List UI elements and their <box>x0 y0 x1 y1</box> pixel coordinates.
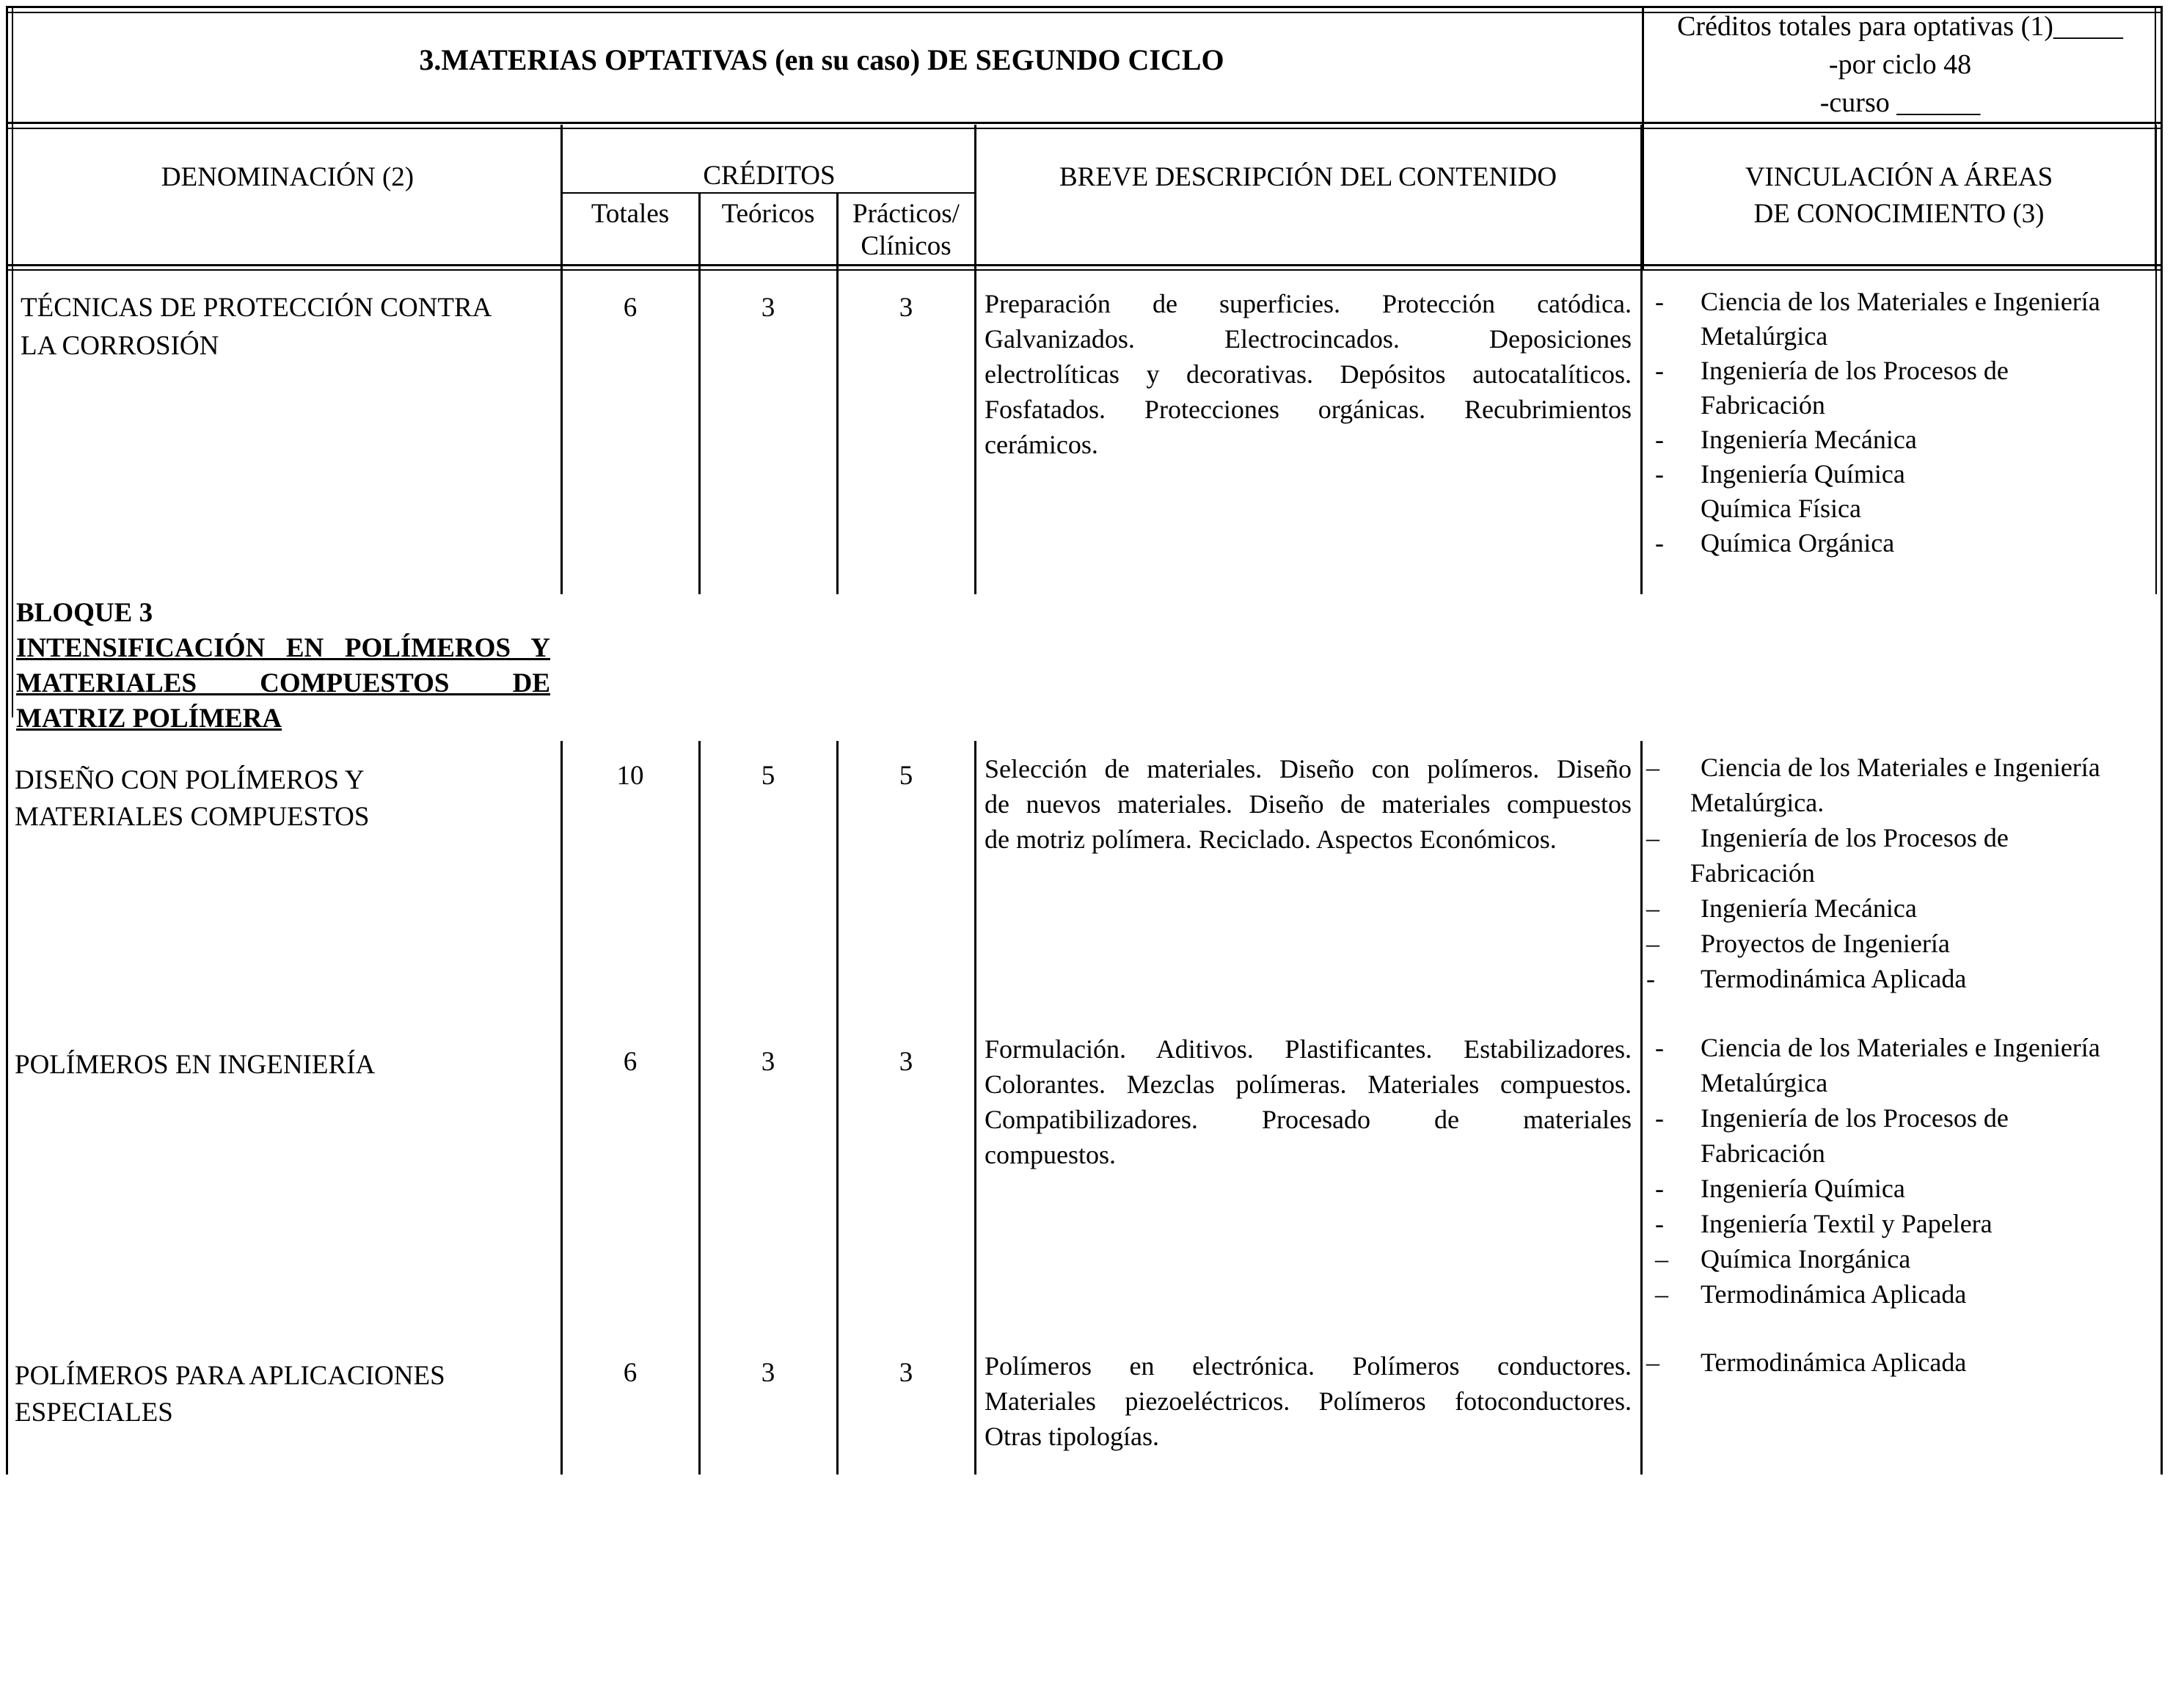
area-item: - Ciencia de los Materiales e Ingeniería Metalúrgica <box>1655 287 2100 351</box>
subject-name: DISEÑO CON POLÍMEROS Y <box>15 765 365 795</box>
description <box>985 1348 1632 1454</box>
area-item: - Termodinámica Aplicada <box>1646 964 1967 993</box>
area-item: – Ingeniería Mecánica <box>1646 894 1917 923</box>
col-teoricos: Teóricos <box>721 199 815 229</box>
description <box>985 286 1632 462</box>
desc-line: Galvanizados. Electrocincados. Deposiciones <box>985 324 1632 354</box>
credits-teoricos: 5 <box>761 761 775 791</box>
area-item: – Termodinámica Aplicada <box>1655 1279 1967 1309</box>
bloque-label: BLOQUE 3 <box>16 598 153 628</box>
desc-line: compuestos. <box>985 1140 1116 1169</box>
area-item: - Ingeniería Química <box>1655 1174 1905 1203</box>
col-denominacion: DENOMINACIÓN (2) <box>161 162 414 192</box>
col-vinculacion: VINCULACIÓN A ÁREAS <box>1745 162 2053 192</box>
area-item: - Ciencia de los Materiales e Ingeniería Metalúrgica <box>1655 1033 2100 1097</box>
col-totales: Totales <box>591 199 670 229</box>
desc-line: Selección de materiales. Diseño con polímeros. Diseño <box>985 754 1632 783</box>
desc-line: Preparación de superficies. Protección catódica. <box>985 289 1632 318</box>
col-vinculacion-2: DE CONOCIMIENTO (3) <box>1753 199 2045 229</box>
area-item: – Termodinámica Aplicada <box>1646 1348 1967 1377</box>
area-item: - Ingeniería de los Procesos de Fabricación <box>1655 356 2009 420</box>
credits-practicos: 3 <box>899 1047 913 1077</box>
credits-totales: 10 <box>616 761 644 791</box>
bloque-left-border <box>6 593 8 747</box>
credits-totales: 6 <box>623 1358 638 1388</box>
credits-teoricos: 3 <box>761 1047 775 1077</box>
credits-total-optativas: Créditos totales para optativas (1)_____ <box>1677 11 2123 42</box>
subject-name: POLÍMEROS EN INGENIERÍA <box>15 1050 376 1080</box>
subject-name: TÉCNICAS DE PROTECCIÓN CONTRA <box>21 293 492 323</box>
area-item: – Ingeniería de los Procesos de Fabricación <box>1646 823 2009 888</box>
desc-line: de motriz polímera. Reciclado. Aspectos Económicos. <box>985 825 1557 854</box>
credits-totales: 6 <box>623 1047 638 1077</box>
desc-line: de nuevos materiales. Diseño de materiales compuestos <box>985 789 1632 819</box>
desc-line: Polímeros en electrónica. Polímeros conductores. <box>985 1351 1632 1381</box>
desc-line: Compatibilizadores. Procesado de materiales <box>985 1105 1632 1134</box>
desc-line: electrolíticas y decorativas. Depósitos autocatalíticos. <box>985 359 1632 389</box>
area-item: – Ciencia de los Materiales e Ingeniería Metalúrgica. <box>1646 753 2100 817</box>
area-item: - Ingeniería Mecánica <box>1655 425 1917 454</box>
areas-list <box>1649 285 2155 560</box>
subject-name-cont: MATERIALES COMPUESTOS <box>15 802 370 832</box>
desc-line: Fosfatados. Protecciones orgánicas. Recubrimientos <box>985 395 1632 424</box>
section-title: 3.MATERIAS OPTATIVAS (en su caso) DE SEGUNDO CICLO <box>419 43 1224 76</box>
area-item: - Ingeniería Textil y Papelera <box>1655 1209 1993 1238</box>
credits-teoricos: 3 <box>761 1358 775 1388</box>
subject-name: POLÍMEROS PARA APLICACIONES <box>15 1361 445 1391</box>
subject-name-cont: ESPECIALES <box>15 1397 173 1428</box>
credits-practicos: 3 <box>899 293 913 323</box>
credits-teoricos: 3 <box>761 293 775 323</box>
credits-totales: 6 <box>623 293 638 323</box>
credits-por-ciclo: -por ciclo 48 <box>1828 49 1972 80</box>
desc-line: Otras tipologías. <box>985 1422 1159 1451</box>
desc-line: Formulación. Aditivos. Plastificantes. Estabilizadores. <box>985 1034 1632 1064</box>
bloque-title-line: MATRIZ POLÍMERA <box>16 704 282 734</box>
area-item: - Ingeniería de los Procesos de Fabricación <box>1655 1103 2009 1168</box>
col-creditos: CRÉDITOS <box>703 161 836 191</box>
bloque-heading <box>16 596 550 737</box>
bloque-title-line: MATERIALES COMPUESTOS DE <box>16 668 550 698</box>
credits-practicos: 5 <box>899 761 913 791</box>
desc-line: cerámicos. <box>985 430 1098 459</box>
description <box>985 751 1632 857</box>
area-item: - Química Orgánica <box>1655 528 1895 558</box>
area-item: – Química Inorgánica <box>1655 1244 1911 1274</box>
areas-list <box>1640 750 2154 996</box>
subject-name-cont: LA CORROSIÓN <box>21 331 219 361</box>
areas-list <box>1640 1345 2154 1380</box>
credits-summary <box>1647 7 2153 122</box>
desc-line: Materiales piezoeléctricos. Polímeros fotoconductores. <box>985 1386 1632 1416</box>
area-item: - Ingeniería Química Química Física <box>1655 459 1905 523</box>
col-clinicos: Clínicos <box>861 231 952 261</box>
areas-list <box>1649 1030 2155 1312</box>
credits-curso: -curso ______ <box>1819 87 1981 118</box>
area-item: – Proyectos de Ingeniería <box>1646 929 1950 958</box>
credits-practicos: 3 <box>899 1358 913 1388</box>
desc-line: Colorantes. Mezclas polímeras. Materiales compuestos. <box>985 1070 1632 1099</box>
bloque-left-border-inner <box>12 593 13 717</box>
bloque-title-line: INTENSIFICACIÓN EN POLÍMEROS Y <box>16 633 550 663</box>
col-descripcion: BREVE DESCRIPCIÓN DEL CONTENIDO <box>1059 162 1557 192</box>
description <box>985 1031 1632 1172</box>
col-practicos: Prácticos/ <box>852 199 960 229</box>
